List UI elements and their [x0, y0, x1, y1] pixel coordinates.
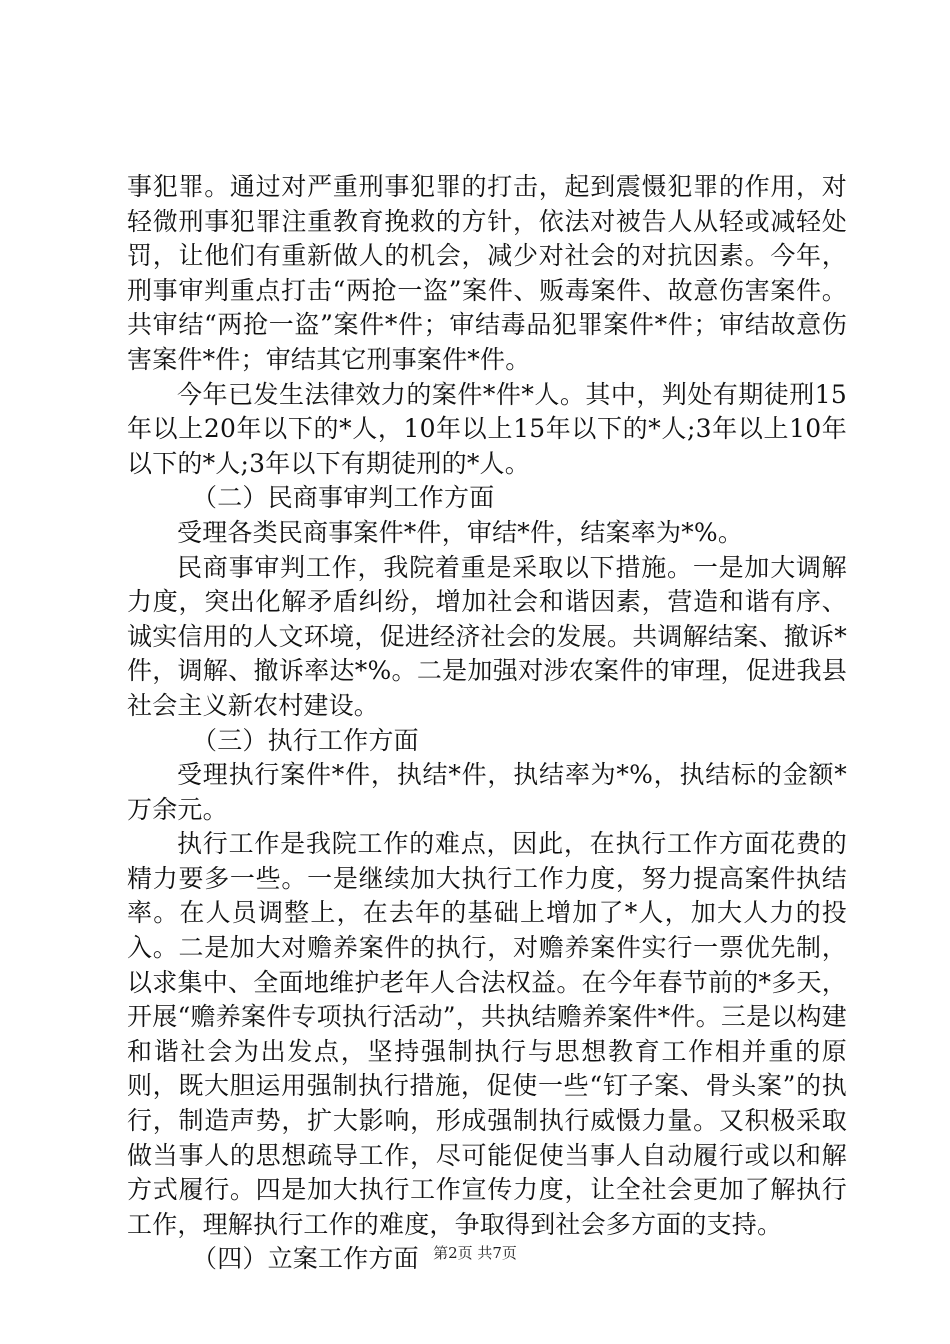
- page-number-label: 第2页 共7页: [433, 1244, 517, 1262]
- document-body: [127, 170, 847, 1277]
- paragraph-civil-measures: 民商事审判工作，我院着重是采取以下措施。一是加大调解力度，突出化解矛盾纠纷，增加社会和谐因素，营造和谐有序、诚实信用的人文环境，促进经济社会的发展。共调解结案、撤诉*件，调解、撤诉率达*%。二是加强对涉农案件的审理，促进我县社会主义新农村建设。: [127, 552, 847, 720]
- paragraph-enforcement-accepted: 受理执行案件*件，执结*件，执结率为*%，执结标的金额*万余元。: [127, 760, 847, 824]
- paragraph-effective-cases: 今年已发生法律效力的案件*件*人。其中，判处有期徒刑15年以上20年以下的*人，10年以上15年以下的*人;3年以上10年以下的*人;3年以下有期徒刑的*人。: [127, 379, 847, 478]
- paragraph-criminal-continued: 事犯罪。通过对严重刑事犯罪的打击，起到震慑犯罪的作用，对轻微刑事犯罪注重教育挽救的方针，依法对被告人从轻或减轻处罚，让他们有重新做人的机会，减少对社会的对抗因素。今年，刑事审判重点打击“两抢一盗”案件、贩毒案件、故意伤害案件。共审结“两抢一盗”案件*件；审结毒品犯罪案件*件；审结故意伤害案件*件；审结其它刑事案件*件。: [127, 172, 847, 374]
- paragraph-enforcement-measures: 执行工作是我院工作的难点，因此，在执行工作方面花费的精力要多一些。一是继续加大执行工作力度，努力提高案件执结率。在人员调整上，在去年的基础上增加了*人，加大人力的投入。二是加大对赡养案件的执行，对赡养案件实行一票优先制，以求集中、全面地维护老年人合法权益。在今年春节前的*多天，开展“赡养案件专项执行活动”，共执结赡养案件*件。三是以构建和谐社会为出发点，坚持强制执行与思想教育工作相并重的原则，既大胆运用强制执行措施，促使一些“钉子案、骨头案”的执行，制造声势，扩大影响，形成强制执行威慑力量。又积极采取做当事人的思想疏导工作，尽可能促使当事人自动履行或以和解方式履行。四是加大执行工作宣传力度，让全社会更加了解执行工作，理解执行工作的难度，争取得到社会多方面的支持。: [127, 829, 847, 1239]
- paragraph-civil-accepted: 受理各类民商事案件*件，审结*件，结案率为*%。: [177, 517, 744, 547]
- section-heading-enforcement: （三）执行工作方面: [192, 725, 419, 755]
- section-heading-civil-commercial: （二）民商事审判工作方面: [192, 483, 495, 513]
- section-heading-case-filing: （四）立案工作方面: [192, 1244, 419, 1274]
- page-footer: [0, 1242, 950, 1263]
